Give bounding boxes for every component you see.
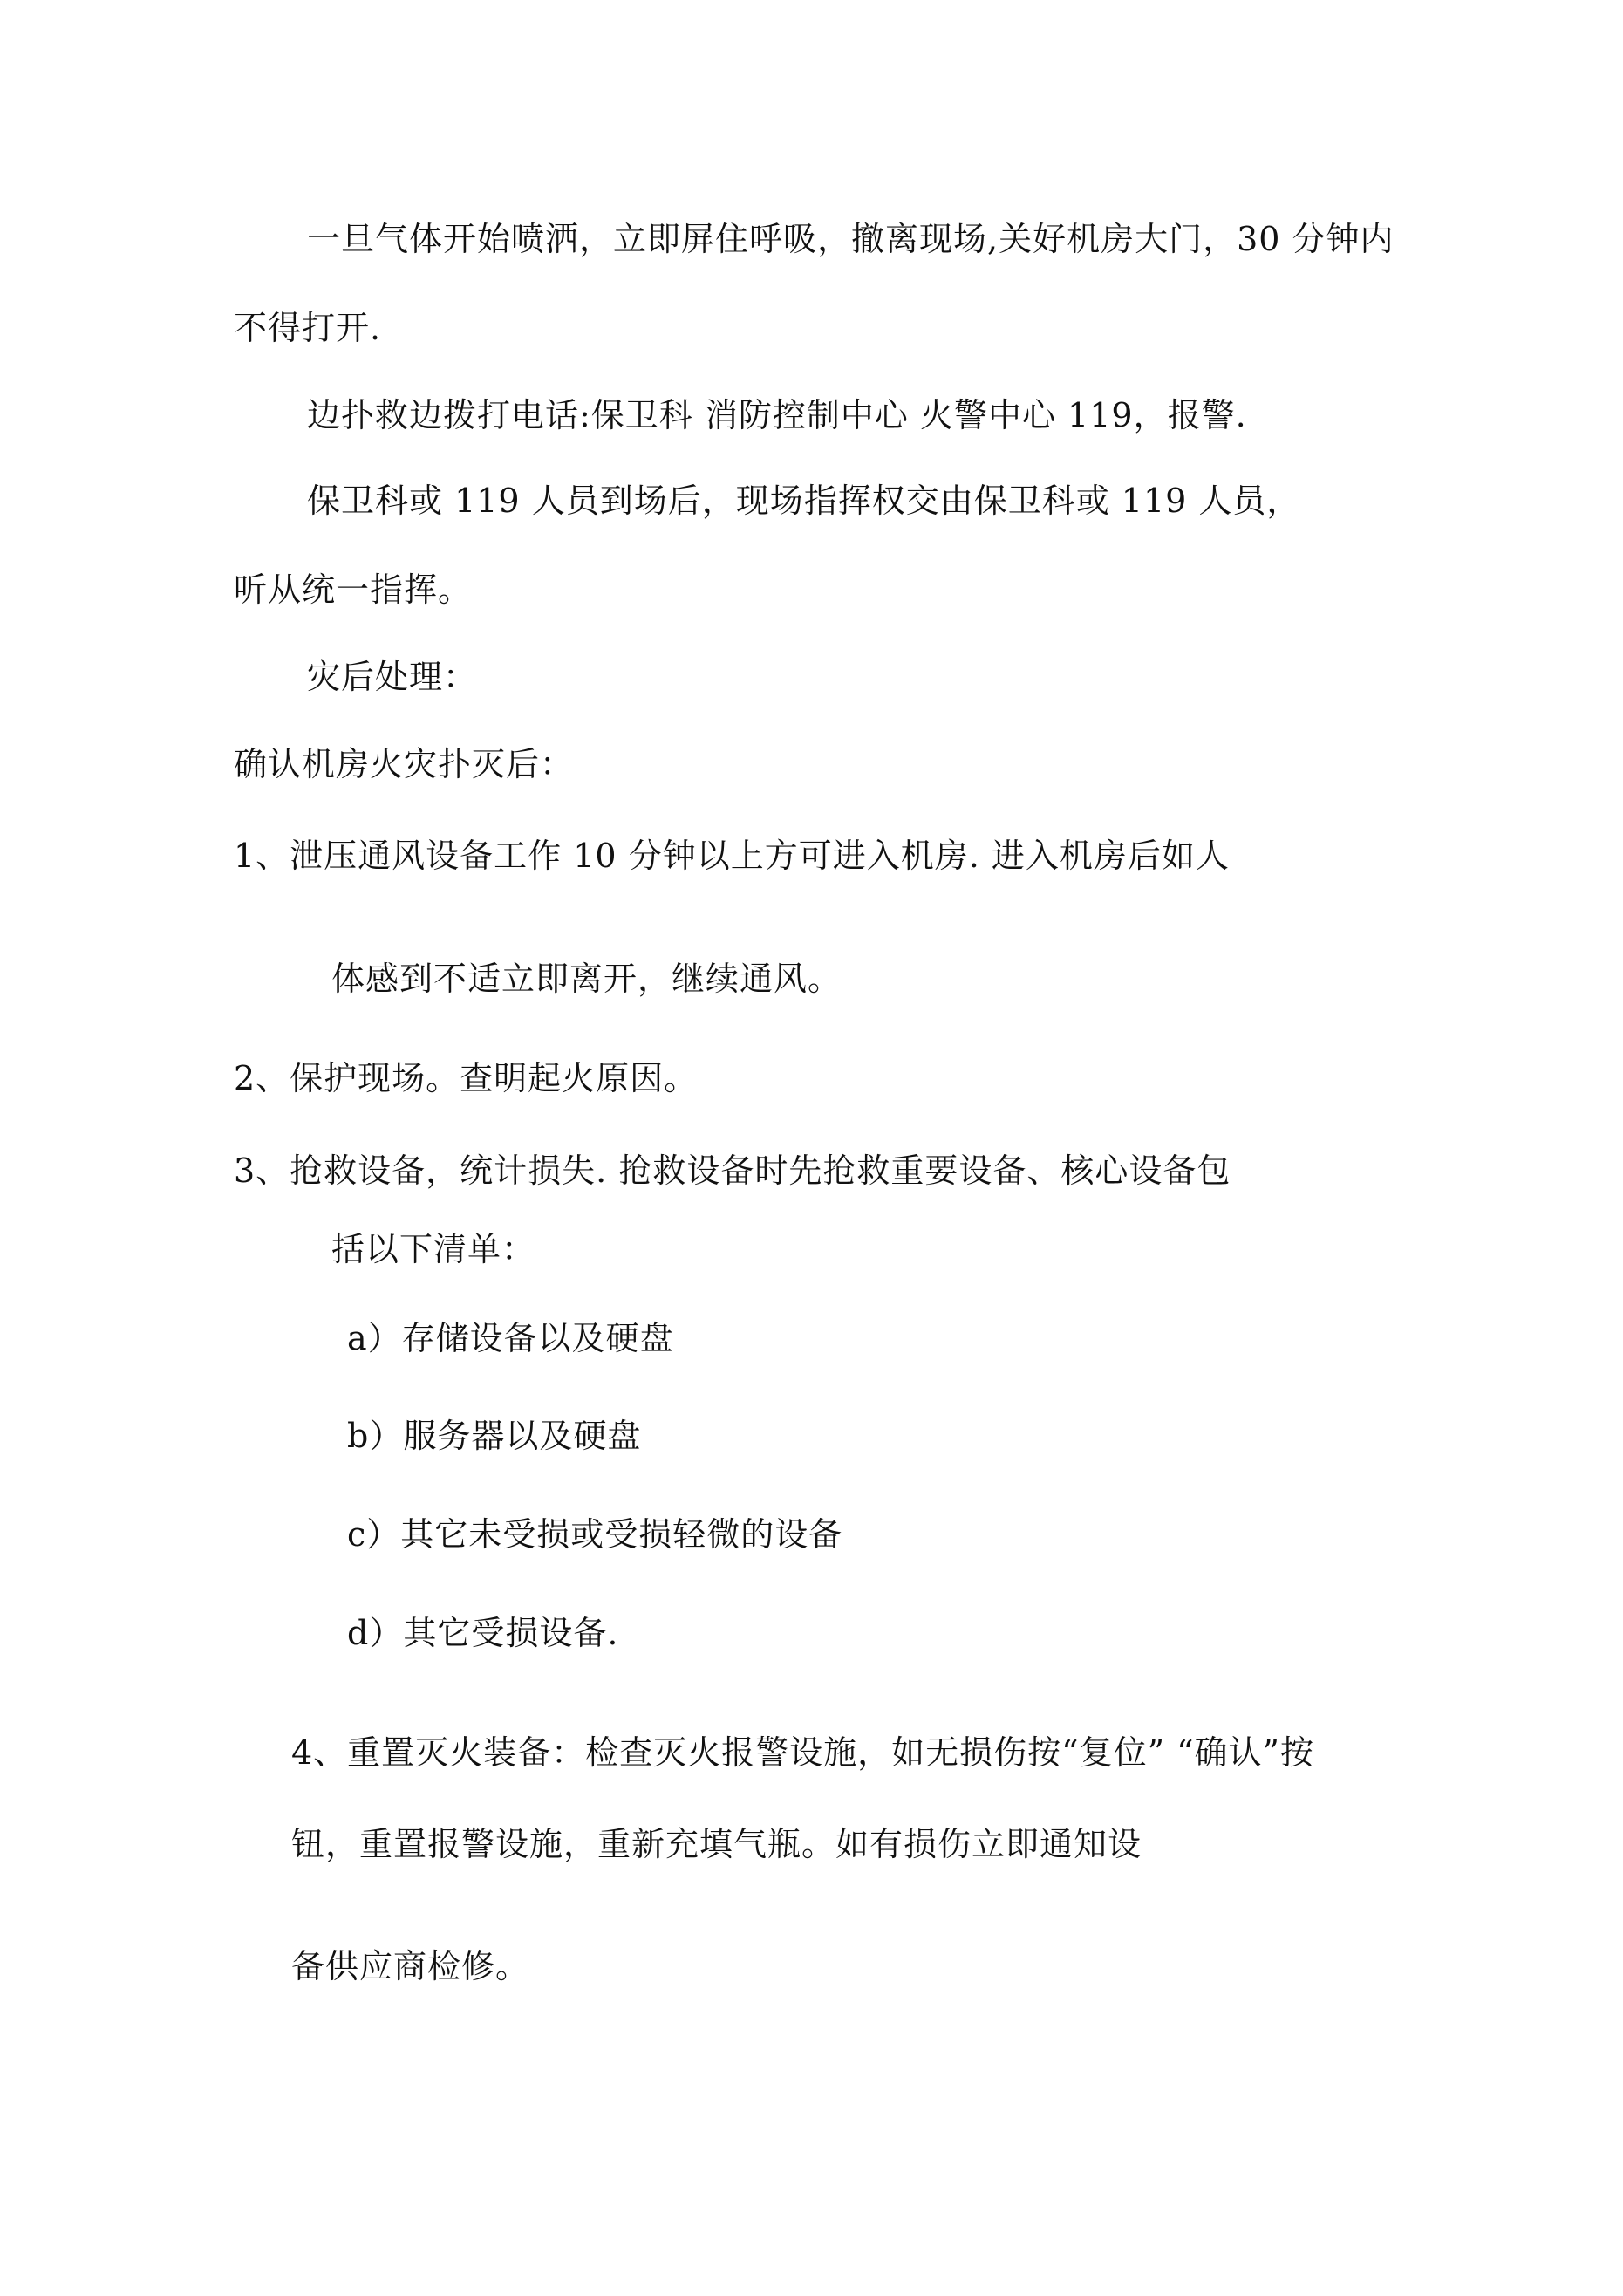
paragraph-line: 边扑救边拨打电话:保卫科 消防控制中心 火警中心 119，报警. (307, 396, 1247, 434)
paragraph-line: 保卫科或 119 人员到场后，现场指挥权交由保卫科或 119 人员， (307, 482, 1301, 520)
sub-list-item: b）服务器以及硬盘 (347, 1417, 642, 1455)
sub-list-item: c）其它未受损或受损轻微的设备 (347, 1515, 843, 1554)
list-item: 3、抢救设备，统计损失. 抢救设备时先抢救重要设备、核心设备包 (234, 1151, 1231, 1190)
list-item-continuation: 体感到不适立即离开，继续通风。 (331, 960, 842, 998)
list-item-continuation: 括以下清单： (331, 1230, 536, 1268)
list-item: 2、保护现场。查明起火原因。 (234, 1059, 699, 1097)
paragraph-line: 一旦气体开始喷洒，立即屏住呼吸，撤离现场,关好机房大门，30 分钟内 (307, 220, 1395, 258)
sub-list-item: a）存储设备以及硬盘 (347, 1319, 674, 1357)
paragraph-line: 确认机房火灾扑灭后： (234, 745, 575, 783)
list-item: 4、重置灭火装备：检查灭火报警设施，如无损伤按“复位” “确认”按 (291, 1733, 1314, 1772)
sub-list-item: d）其它受损设备. (347, 1614, 619, 1652)
list-item: 1、泄压通风设备工作 10 分钟以上方可进入机房. 进入机房后如人 (234, 837, 1230, 875)
paragraph-line: 听从统一指挥。 (234, 571, 473, 609)
paragraph-line: 不得打开. (234, 309, 382, 347)
list-item-continuation: 钮，重置报警设施，重新充填气瓶。如有损伤立即通知设 (291, 1825, 1142, 1863)
list-item-continuation: 备供应商检修。 (291, 1947, 530, 1985)
section-heading: 灾后处理： (307, 658, 478, 696)
